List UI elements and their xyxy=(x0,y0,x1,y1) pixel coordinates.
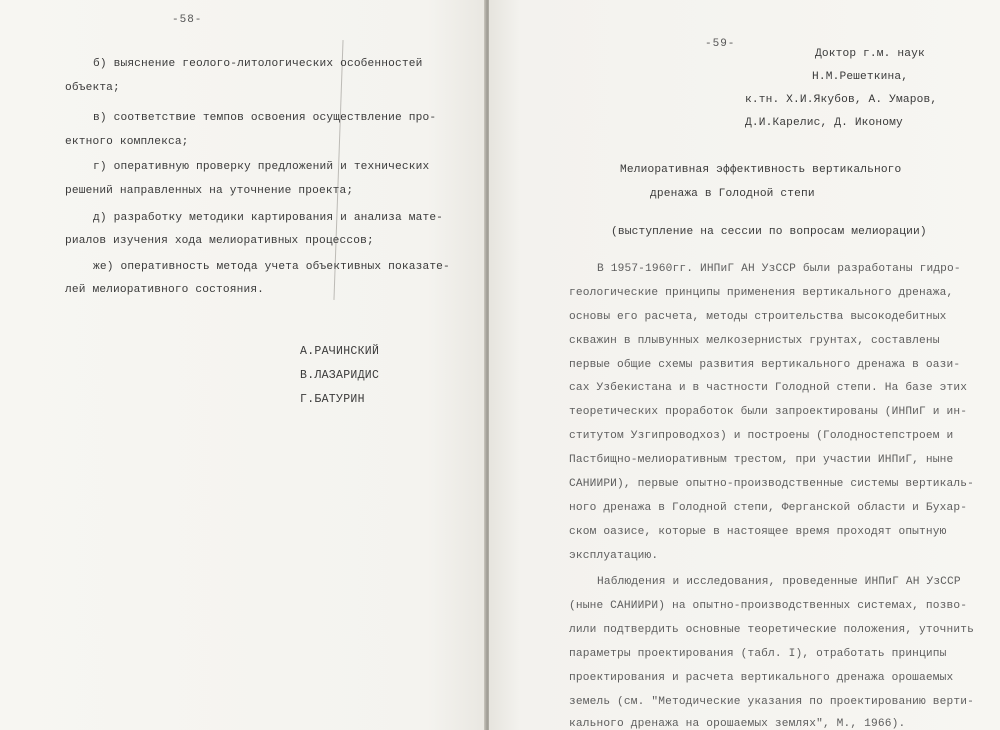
p1-line: теоретических проработок были запроектированы (ИНПиГ и ин- xyxy=(569,406,968,418)
p1-line: ском оазисе, которые в настоящее время проходят опытную xyxy=(569,526,947,538)
list-item-zhe-cont: лей мелиоративного состояния. xyxy=(65,284,265,296)
p1-line: скважин в плывунных мелкозернистых грунтах, составлены xyxy=(569,335,940,347)
p1-line: эксплуатацию. xyxy=(569,550,659,562)
p1-line: Пастбищно-мелиоративным трестом, при участии ИНПиГ, ныне xyxy=(569,454,954,466)
list-item-v-cont: ектного комплекса; xyxy=(65,136,189,148)
title-line-1: Мелиоративная эффективность вертикального xyxy=(620,164,902,176)
p2-line: проектирования и расчета вертикального дренажа орошаемых xyxy=(569,672,954,684)
p1-line: В 1957-1960гг. ИНПиГ АН УзССР были разработаны гидро- xyxy=(597,263,961,275)
p1-line: первые общие схемы развития вертикального дренажа в оази- xyxy=(569,359,961,371)
article-subtitle: (выступление на сессии по вопросам мелиорации) xyxy=(611,226,927,238)
p1-line: основы его расчета, методы строительства высокодебитных xyxy=(569,311,947,323)
p1-line: ститутом Узгипроводхоз) и построены (Голодностепстроем и xyxy=(569,430,954,442)
p2-line: Наблюдения и исследования, проведенные ИНПиГ АН УзССР xyxy=(597,576,961,588)
signatory-3: Г.БАТУРИН xyxy=(300,393,365,406)
p2-line: кального дренажа на орошаемых землях", М., 1966). xyxy=(569,718,906,730)
author-line-1: Доктор г.м. наук xyxy=(815,48,925,60)
p2-line: лили подтвердить основные теоретические положения, уточнить xyxy=(569,624,974,636)
p2-line: параметры проектирования (табл. I), отработать принципы xyxy=(569,648,947,660)
signatory-2: В.ЛАЗАРИДИС xyxy=(300,369,380,382)
p1-line: САНИИРИ), первые опытно-производственные системы вертикаль- xyxy=(569,478,974,490)
left-page xyxy=(0,0,486,730)
p1-line: сах Узбекистана и в частности Голодной степи. На базе этих xyxy=(569,382,968,394)
author-line-4: Д.И.Карелис, Д. Иконому xyxy=(745,117,903,129)
list-item-b: б) выяснение геолого-литологических особенностей xyxy=(93,58,423,70)
title-line-2: дренажа в Голодной степи xyxy=(650,188,815,200)
list-item-g: г) оперативную проверку предложений и технических xyxy=(93,161,430,173)
p2-line: земель (см. "Методические указания по проектированию верти- xyxy=(569,696,974,708)
author-line-2: Н.М.Решеткина, xyxy=(812,71,909,83)
page-number-right: -59- xyxy=(705,38,736,50)
page-number-left: -58- xyxy=(172,14,203,26)
p1-line: ного дренажа в Голодной степи, Ферганской области и Бухар- xyxy=(569,502,968,514)
author-line-3: к.тн. Х.И.Якубов, А. Умаров, xyxy=(745,94,938,106)
list-item-g-cont: решений направленных на уточнение проекта; xyxy=(65,185,354,197)
list-item-d-cont: риалов изучения хода мелиоративных процессов; xyxy=(65,235,374,247)
list-item-zhe: же) оперативность метода учета объективных показате- xyxy=(93,261,450,273)
p1-line: геологические принципы применения вертикального дренажа, xyxy=(569,287,954,299)
right-page xyxy=(489,0,1000,730)
signatories xyxy=(300,340,379,412)
list-item-v: в) соответствие темпов освоения осуществление про- xyxy=(93,112,437,124)
p2-line: (ныне САНИИРИ) на опытно-производственных системах, позво- xyxy=(569,600,968,612)
signatory-1: А.РАЧИНСКИЙ xyxy=(300,345,380,358)
list-item-b-cont: объекта; xyxy=(65,82,120,94)
list-item-d: д) разработку методики картирования и анализа мате- xyxy=(93,212,444,224)
